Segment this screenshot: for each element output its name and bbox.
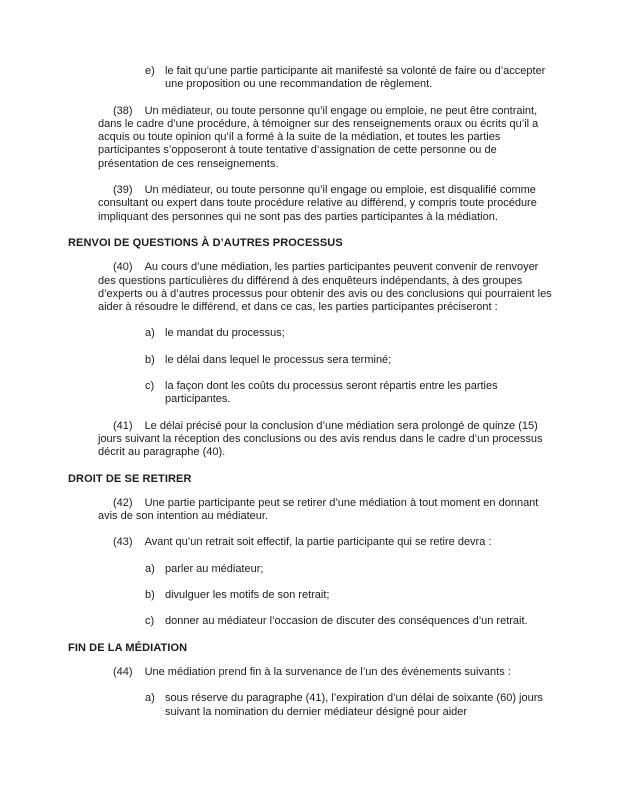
- list-item: [145, 563, 556, 576]
- list-item-marker: b): [145, 353, 155, 366]
- list-item: [145, 589, 556, 602]
- numbered-paragraph: [98, 184, 556, 224]
- list-item-text: le fait qu’une partie participante ait manifesté sa volonté de faire ou d’accepter une proposition ou une recommandation de règlement.: [165, 65, 546, 91]
- list-item: [145, 65, 556, 92]
- numbered-paragraph: [98, 536, 556, 549]
- paragraph-text: Une médiation prend fin à la survenance de l’un des événements suivants :: [144, 665, 511, 678]
- list-item-marker: c): [145, 615, 155, 628]
- paragraph-number: (44): [113, 665, 133, 678]
- paragraph-text: Une partie participante peut se retirer d’une médiation à tout moment en donnant avis de son intention au médiateur.: [98, 496, 539, 523]
- section-heading: RENVOI DE QUESTIONS À D’AUTRES PROCESSUS: [68, 236, 343, 249]
- paragraph-number: (43): [113, 536, 133, 549]
- list-item-marker: c): [145, 380, 155, 393]
- list-item-text: sous réserve du paragraphe (41), l’expiration d’un délai de soixante (60) jours suivant la nomination du dernier médiateur désigné pour aider: [165, 692, 543, 718]
- paragraph-text: Un médiateur, ou toute personne qu’il engage ou emploie, est disqualifié comme consultant ou expert dans toute procédure relative au différend, y compris toute procédure impliquant des personnes qui ne sont pas des parties participantes à la médiation.: [98, 184, 537, 223]
- section-heading: DROIT DE SE RETIRER: [68, 472, 192, 485]
- paragraph-number: (41): [113, 419, 133, 432]
- list-item: [145, 692, 556, 719]
- numbered-paragraph: [98, 261, 556, 314]
- list-item: [145, 380, 556, 407]
- list-item-text: donner au médiateur l’occasion de discuter des conséquences d’un retrait.: [165, 615, 528, 628]
- numbered-paragraph: [98, 105, 556, 171]
- list-item-marker: a): [145, 692, 155, 705]
- numbered-paragraph: [98, 666, 556, 679]
- list-item-text: parler au médiateur;: [165, 562, 264, 575]
- paragraph-number: (39): [113, 184, 133, 197]
- list-item-marker: e): [145, 65, 155, 77]
- list-item-marker: a): [145, 327, 155, 340]
- numbered-paragraph: [98, 497, 556, 524]
- paragraph-number: (42): [113, 496, 133, 509]
- paragraph-text: Le délai précisé pour la conclusion d’une médiation sera prolongé de quinze (15) jours suivant la réception des conclusions ou des avis rendus dans le cadre d’un processus décrit au paragraphe (40).: [98, 419, 543, 459]
- paragraph-number: (38): [113, 104, 133, 117]
- paragraph-text: Un médiateur, ou toute personne qu’il engage ou emploie, ne peut être contraint, dans le cadre d’une procédure, à témoigner sur des renseignements oraux ou écrits qu’il a acquis ou toute opinion qu’il a formé à la suite de la médiation, et toutes les parties participantes s’opposeront à toute tentative d’assignation de cette personne ou de présentation de ces renseignements.: [98, 104, 539, 170]
- list-item-marker: b): [145, 589, 155, 602]
- list-item: [145, 354, 556, 367]
- list-item: [145, 615, 556, 628]
- list-item: [145, 327, 556, 340]
- paragraph-number: (40): [113, 261, 133, 274]
- list-item-marker: a): [145, 562, 155, 575]
- paragraph-text: Au cours d’une médiation, les parties participantes peuvent convenir de renvoyer des questions particulières du différend à des enquêteurs indépendants, à des groupes d’experts ou à d’autres processus pour obtenir des avis ou des conclusions qui pourraient les aider à résoudre le différend, et dans ce cas, les parties participantes préciseront :: [98, 261, 552, 314]
- paragraph-text: Avant qu’un retrait soit effectif, la partie participante qui se retire devra :: [144, 536, 492, 549]
- list-item-text: divulguer les motifs de son retrait;: [165, 589, 330, 602]
- list-item-text: le mandat du processus;: [165, 327, 285, 340]
- section-heading: FIN DE LA MÉDIATION: [68, 641, 188, 654]
- numbered-paragraph: [98, 420, 556, 460]
- list-item-text: le délai dans lequel le processus sera terminé;: [165, 353, 392, 366]
- list-item-text: la façon dont les coûts du processus seront répartis entre les parties participantes.: [165, 380, 498, 406]
